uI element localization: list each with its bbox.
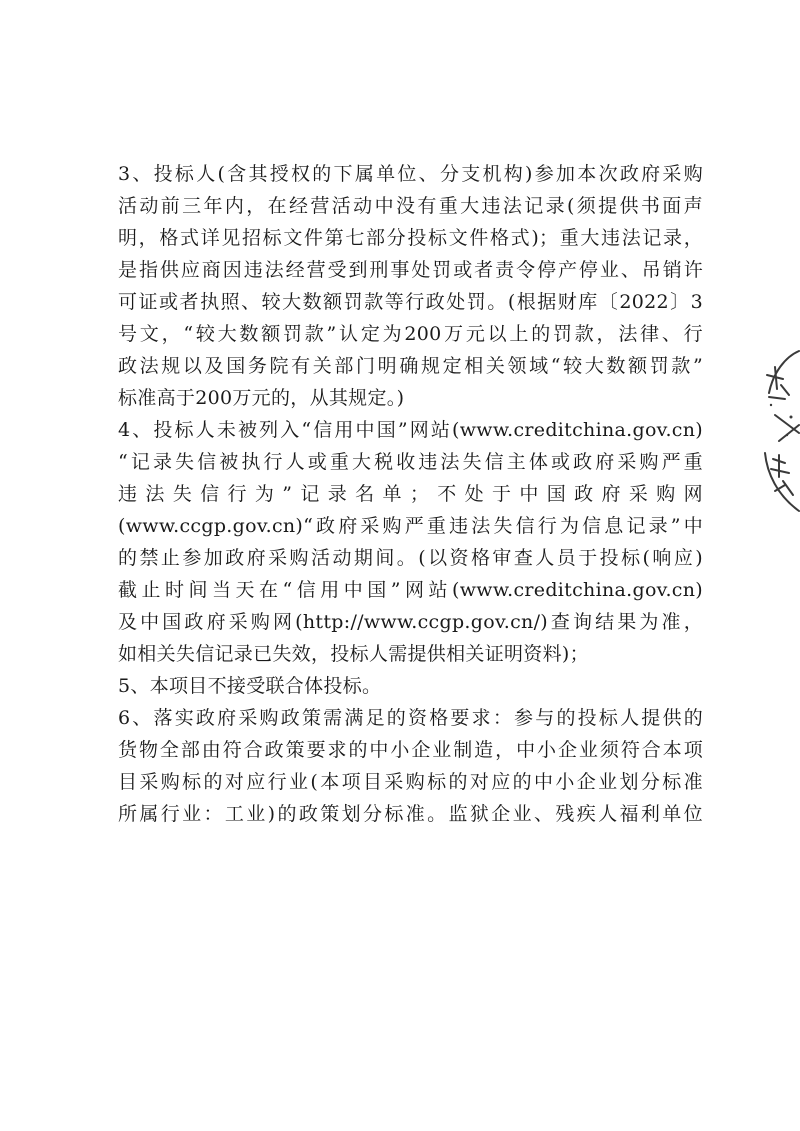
partial-seal-stamp xyxy=(755,345,800,515)
text-line: 是指供应商因违法经营受到刑事处罚或者责令停产停业、吊销许 xyxy=(118,259,703,281)
document-body xyxy=(118,158,703,830)
text-line: 违法失信行为”记录名单；不处于中国政府采购网 xyxy=(118,483,703,505)
text-line: 明，格式详见招标文件第七部分投标文件格式)；重大违法记录， xyxy=(118,227,703,249)
text-line: 标准高于200万元的，从其规定。) xyxy=(118,387,405,409)
text-line: 号文，“较大数额罚款”认定为200万元以上的罚款，法律、行 xyxy=(118,323,703,345)
text-line: (www.ccgp.gov.cn)“政府采购严重违法失信行为信息记录”中 xyxy=(118,515,703,537)
text-line: 截止时间当天在“信用中国”网站(www.creditchina.gov.cn) xyxy=(118,579,703,601)
text-line: 4、投标人未被列入“信用中国”网站(www.creditchina.gov.cn) xyxy=(118,419,703,441)
text-line: 如相关失信记录已失效，投标人需提供相关证明资料)； xyxy=(118,643,589,665)
text-line: 货物全部由符合政策要求的中小企业制造，中小企业须符合本项 xyxy=(118,739,703,761)
text-line: 3、投标人(含其授权的下属单位、分支机构)参加本次政府采购 xyxy=(118,163,703,185)
text-line: 政法规以及国务院有关部门明确规定相关领域“较大数额罚款” xyxy=(118,355,703,377)
text-line: 5、本项目不接受联合体投标。 xyxy=(118,675,382,697)
text-line: 所属行业：工业)的政策划分标准。监狱企业、残疾人福利单位 xyxy=(118,803,703,825)
text-line: 活动前三年内，在经营活动中没有重大违法记录(须提供书面声 xyxy=(118,195,703,217)
text-line: 6、落实政府采购政策需满足的资格要求：参与的投标人提供的 xyxy=(118,707,703,729)
text-line: 可证或者执照、较大数额罚款等行政处罚。(根据财库〔2022〕3 xyxy=(118,291,703,313)
text-line: 目采购标的对应行业(本项目采购标的对应的中小企业划分标准 xyxy=(118,771,703,793)
text-line: 及中国政府采购网(http://www.ccgp.gov.cn/)查询结果为准， xyxy=(118,611,703,633)
text-line: “记录失信被执行人或重大税收违法失信主体或政府采购严重 xyxy=(118,451,703,473)
text-line: 的禁止参加政府采购活动期间。(以资格审查人员于投标(响应) xyxy=(118,547,703,569)
